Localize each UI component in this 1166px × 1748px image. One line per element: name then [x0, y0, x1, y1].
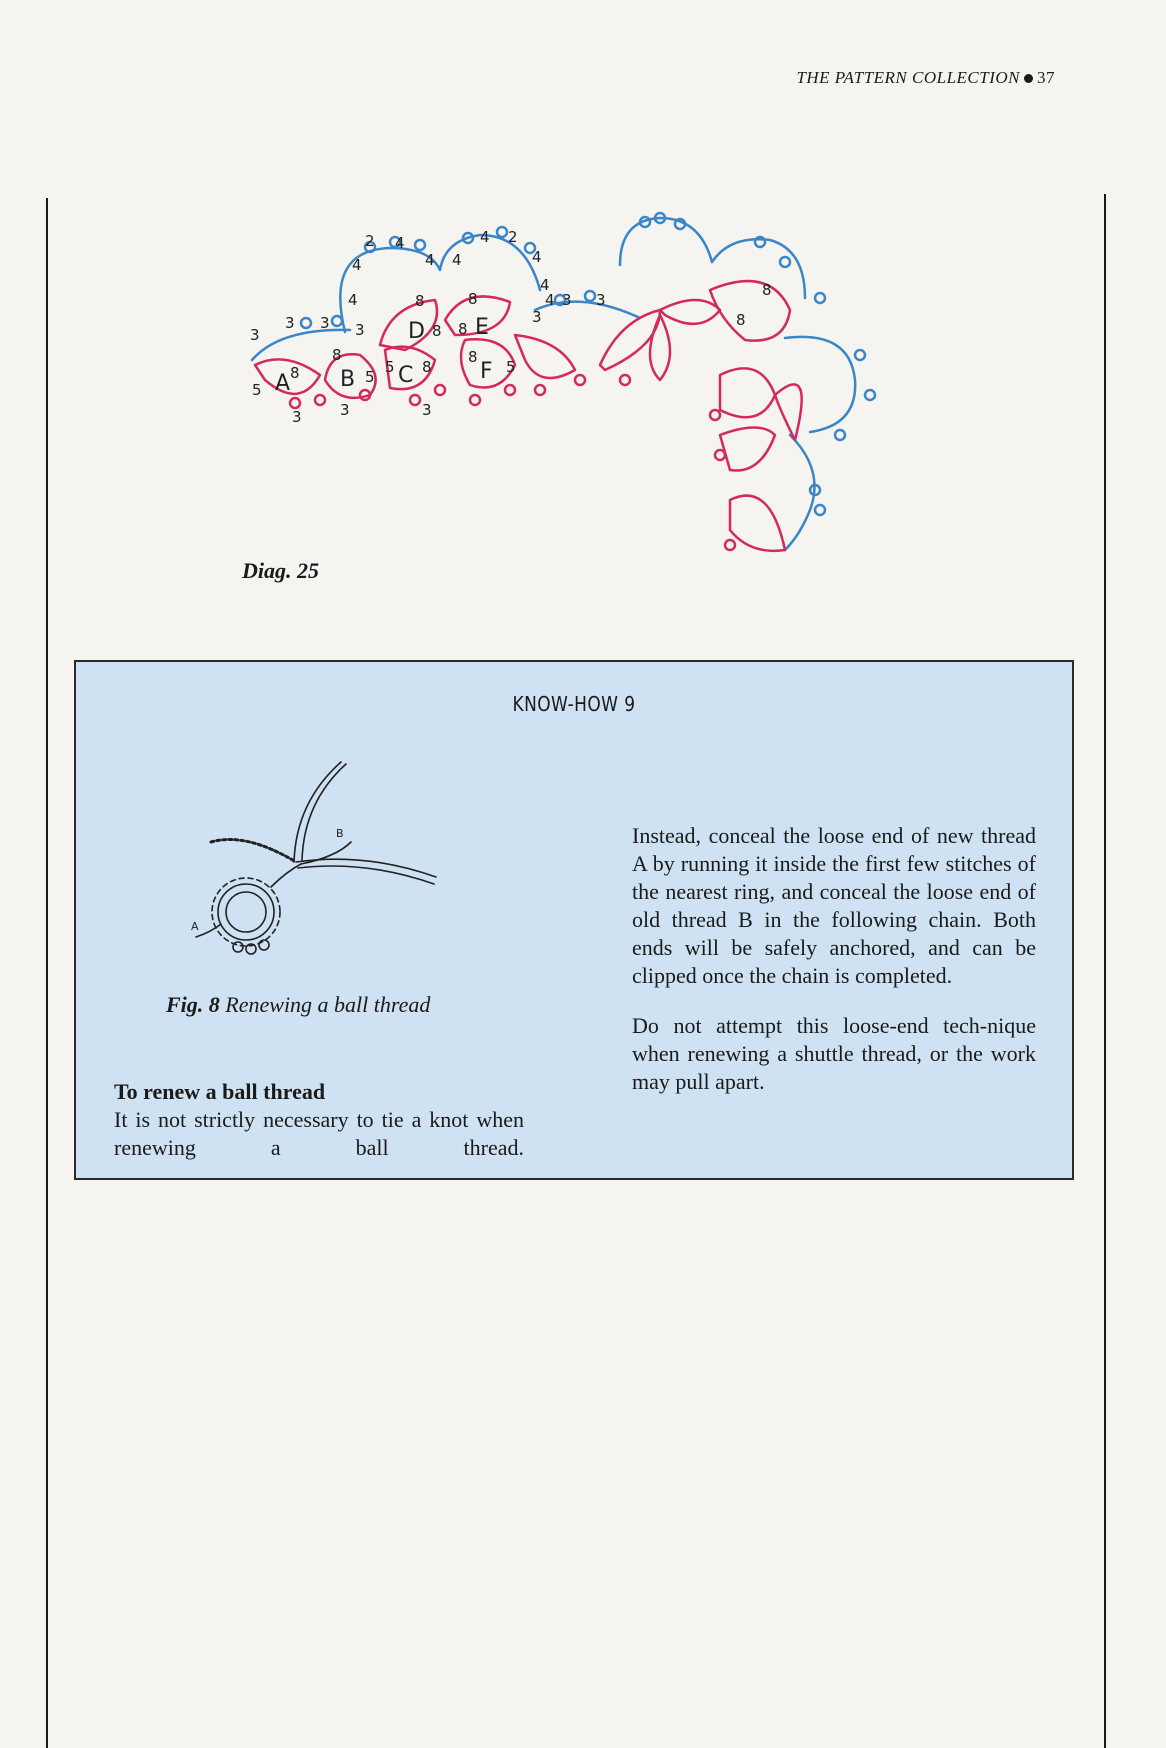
- ball-thread-figure: [186, 742, 516, 962]
- stitch-count: 3: [532, 308, 542, 326]
- stitch-count: 5: [252, 381, 262, 399]
- stitch-count: 8: [422, 358, 432, 376]
- figure-caption: [166, 992, 430, 1018]
- left-paragraph: It is not strictly necessary to tie a knot when renewing a ball thread.: [114, 1107, 524, 1160]
- stitch-count: 8: [432, 322, 442, 340]
- stitch-count: 3: [422, 401, 432, 419]
- ring-label-c: C: [398, 363, 414, 388]
- stitch-count: 8: [332, 346, 342, 364]
- stitch-count: 4: [425, 251, 435, 269]
- stitch-count: 5: [365, 368, 375, 386]
- stitch-count: 3: [285, 314, 295, 332]
- stitch-count: 4: [348, 291, 358, 309]
- ring-label-f: F: [480, 359, 493, 384]
- ring-label-e: E: [475, 315, 489, 340]
- know-how-title: KNOW-HOW 9: [512, 692, 636, 716]
- thread-label-b: B: [336, 827, 344, 840]
- stitch-count: 4: [540, 276, 550, 294]
- stitch-count: 3: [292, 408, 302, 426]
- stitch-count: 3: [250, 326, 260, 344]
- stitch-count: 4: [545, 291, 555, 309]
- ring-label-a: A: [275, 371, 291, 396]
- diagram-caption: Diag. 25: [242, 558, 319, 583]
- figure-number: Fig. 8: [166, 992, 220, 1017]
- running-header: [796, 68, 1055, 88]
- right-paragraph-2: Do not attempt this loose-end tech-nique when renewing a shuttle thread, or the work may pull apart.: [632, 1013, 1036, 1094]
- diagram-rings: [255, 281, 802, 551]
- stitch-count: 4: [395, 234, 405, 252]
- stitch-count: 5: [385, 358, 395, 376]
- thread-label-a: A: [191, 920, 199, 933]
- bullet-icon: [1024, 74, 1033, 83]
- figure-caption-text: Renewing a ball thread: [225, 992, 431, 1017]
- stitch-count: 3: [562, 291, 572, 309]
- stitch-count: 3: [596, 291, 606, 309]
- right-paragraph-1: Instead, conceal the loose end of new thread A by running it inside the first few stitches of the nearest ring, and conceal the loose end of old thread B in the following chain. Both ends will be safely anchored, and can be clipped once the chain is completed.: [632, 823, 1036, 988]
- right-margin-rule: [1104, 194, 1106, 1748]
- know-how-box: [74, 660, 1074, 1180]
- section-heading: To renew a ball thread: [114, 1079, 326, 1104]
- stitch-count: 2: [365, 232, 375, 250]
- right-column: [632, 822, 1036, 1118]
- stitch-count: 3: [320, 314, 330, 332]
- tatting-diagram: [240, 210, 920, 570]
- stitch-count: 4: [452, 251, 462, 269]
- stitch-count: 8: [736, 311, 746, 329]
- stitch-count: 2: [508, 228, 518, 246]
- header-title: THE PATTERN COLLECTION: [796, 68, 1020, 87]
- stitch-count: 4: [532, 248, 542, 266]
- stitch-count: 4: [352, 256, 362, 274]
- stitch-count: 8: [468, 290, 478, 308]
- stitch-count: 8: [762, 281, 772, 299]
- page-number: 37: [1037, 68, 1055, 87]
- stitch-count: 8: [468, 348, 478, 366]
- stitch-count: 4: [480, 228, 490, 246]
- stitch-count: 8: [458, 320, 468, 338]
- stitch-count: 5: [506, 358, 516, 376]
- stitch-count: 8: [415, 292, 425, 310]
- stitch-count: 3: [340, 401, 350, 419]
- ring-label-d: D: [408, 319, 425, 344]
- stitch-count: 8: [290, 364, 300, 382]
- stitch-count: 3: [355, 321, 365, 339]
- left-column: [114, 1078, 524, 1162]
- left-margin-rule: [46, 198, 48, 1748]
- ring-label-b: B: [340, 367, 356, 392]
- diagram-stitch-counts: [250, 228, 772, 426]
